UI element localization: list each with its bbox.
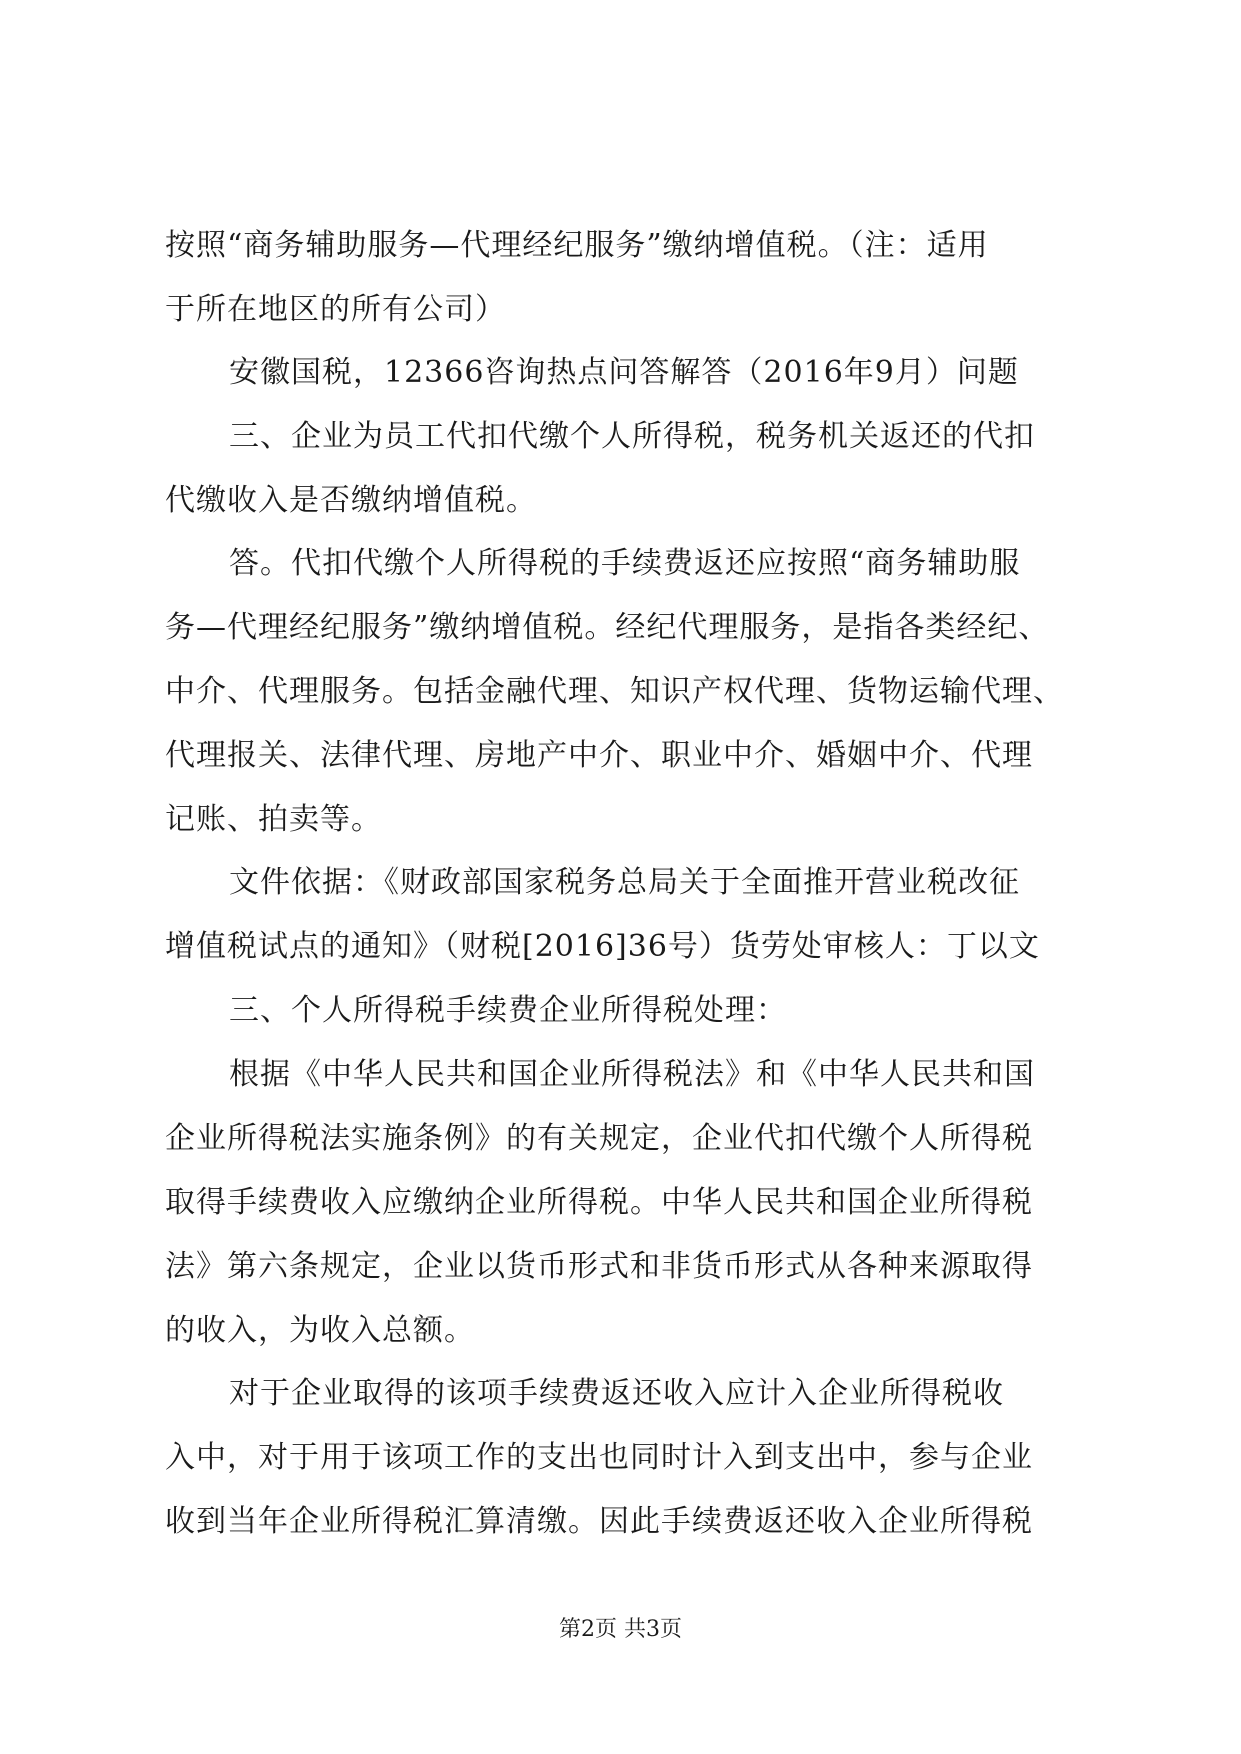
text-line: 三、个人所得税手续费企业所得税处理： bbox=[229, 993, 787, 1028]
text-line: 对于企业取得的该项手续费返还收入应计入企业所得税收 bbox=[229, 1376, 1004, 1411]
text-line: 务—代理经纪服务”缴纳增值税。经纪代理服务，是指各类经纪、 bbox=[165, 610, 1050, 645]
text-line: 按照“商务辅助服务—代理经纪服务”缴纳增值税。（注：适用 bbox=[165, 228, 989, 263]
text-line: 取得手续费收入应缴纳企业所得税。中华人民共和国企业所得税 bbox=[165, 1185, 1033, 1220]
text-line: 于所在地区的所有公司） bbox=[165, 292, 506, 327]
text-line: 法》第六条规定，企业以货币形式和非货币形式从各种来源取得 bbox=[165, 1249, 1033, 1284]
text-line: 增值税试点的通知》（财税[2016]36号）货劳处审核人：丁以文 bbox=[165, 929, 1040, 964]
text-line: 中介、代理服务。包括金融代理、知识产权代理、货物运输代理、 bbox=[165, 674, 1064, 709]
text-line: 文件依据：《财政部国家税务总局关于全面推开营业税改征 bbox=[229, 865, 1020, 900]
text-line: 答。代扣代缴个人所得税的手续费返还应按照“商务辅助服 bbox=[229, 546, 1021, 581]
text-line: 代理报关、法律代理、房地产中介、职业中介、婚姻中介、代理 bbox=[165, 738, 1033, 773]
text-line: 三、企业为员工代扣代缴个人所得税，税务机关返还的代扣 bbox=[229, 419, 1035, 454]
text-line: 入中，对于用于该项工作的支出也同时计入到支出中，参与企业 bbox=[165, 1440, 1033, 1475]
text-line: 企业所得税法实施条例》的有关规定，企业代扣代缴个人所得税 bbox=[165, 1121, 1033, 1156]
document-body bbox=[165, 228, 1085, 1540]
text-line: 收到当年企业所得税汇算清缴。因此手续费返还收入企业所得税 bbox=[165, 1504, 1033, 1539]
page-footer: 第2页 共3页 bbox=[559, 1617, 682, 1642]
text-line: 根据《中华人民共和国企业所得税法》和《中华人民共和国 bbox=[229, 1057, 1035, 1092]
text-line: 代缴收入是否缴纳增值税。 bbox=[165, 483, 537, 518]
text-line: 记账、拍卖等。 bbox=[165, 802, 382, 837]
text-line: 的收入，为收入总额。 bbox=[165, 1313, 475, 1348]
text-line: 安徽国税，12366咨询热点问答解答（2016年9月）问题 bbox=[229, 355, 1019, 390]
